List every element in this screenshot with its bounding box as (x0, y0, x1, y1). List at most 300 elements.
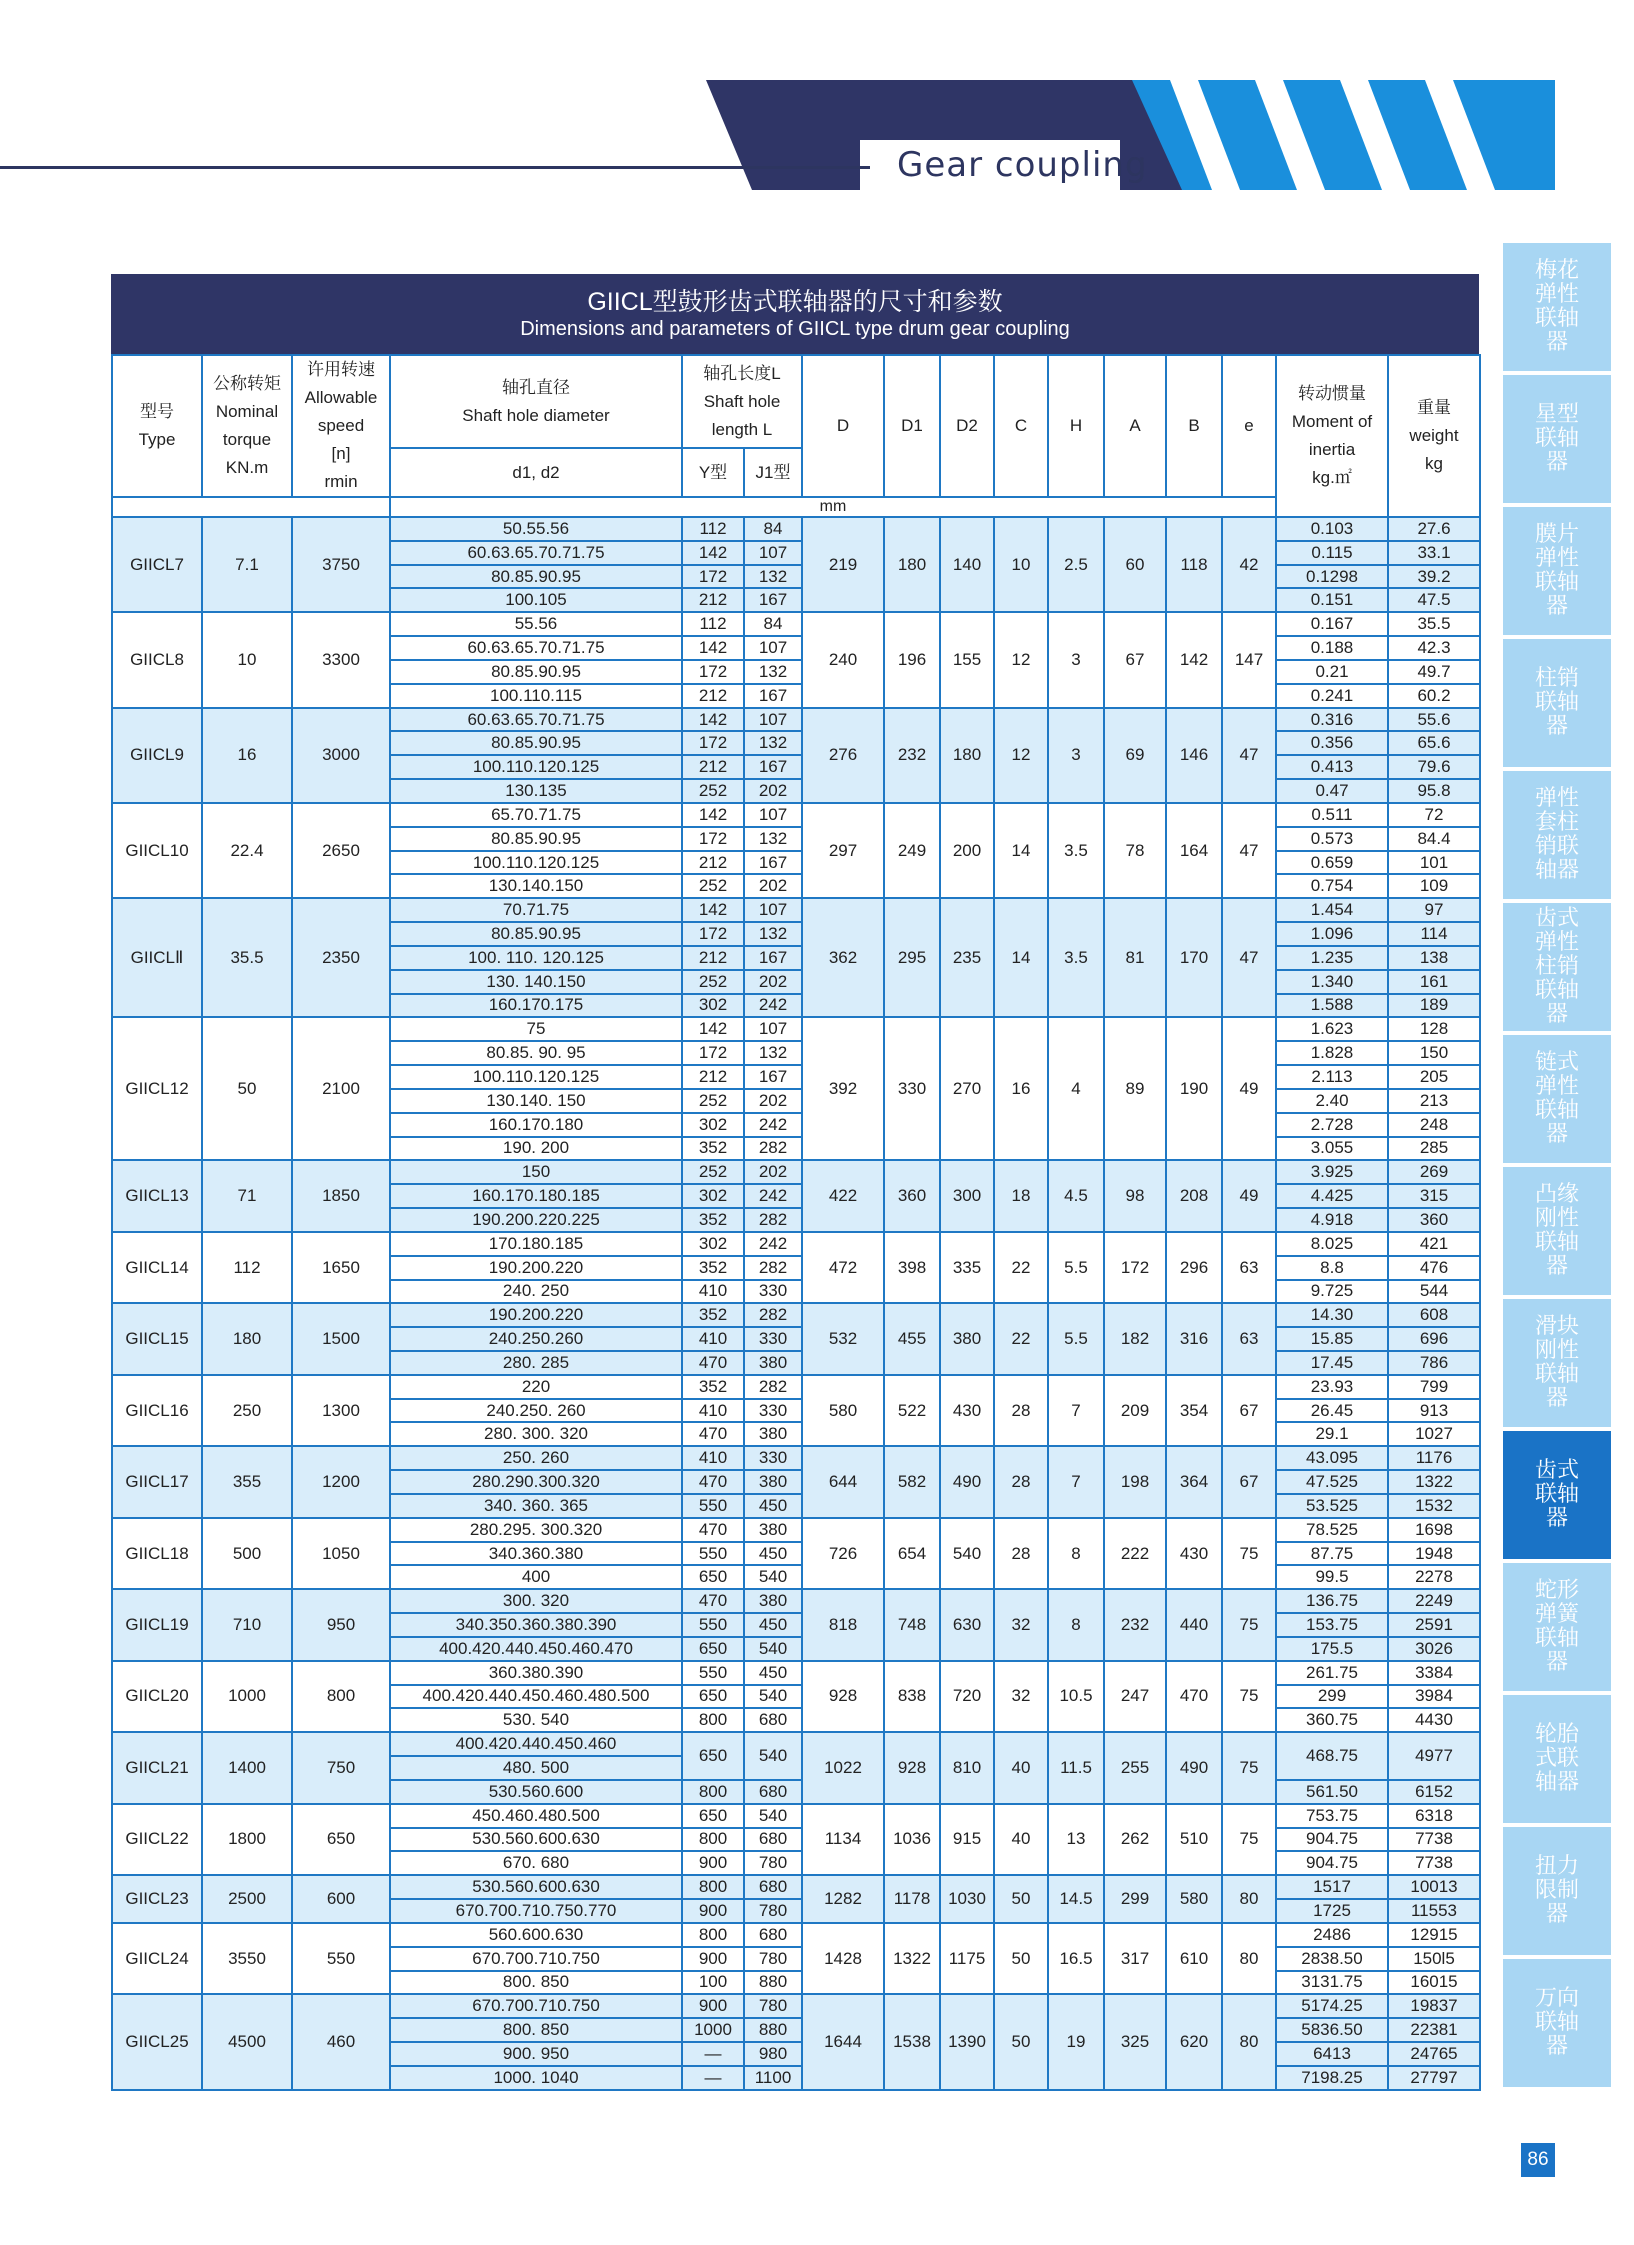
cell-y-length: 470 (682, 1518, 744, 1542)
cell-d2: 300 (940, 1160, 994, 1231)
sidebar-tab-label: 链式弹性联轴器 (1534, 1050, 1579, 1147)
cell-d: 276 (802, 708, 884, 803)
cell-d2: 540 (940, 1518, 994, 1589)
header-shaft-len-text: 轴孔长度L Shaft hole length L (703, 363, 781, 439)
cell-e: 42 (1222, 517, 1276, 612)
cell-inertia: 0.413 (1276, 755, 1388, 779)
cell-j1-length: 330 (744, 1327, 802, 1351)
cell-j1-length: 107 (744, 636, 802, 660)
cell-c: 50 (994, 1994, 1048, 2089)
cell-y-length: 650 (682, 1637, 744, 1661)
cell-bore-diameters: 80.85.90.95 (390, 565, 682, 589)
cell-j1-length: 380 (744, 1422, 802, 1446)
cell-y-length: 142 (682, 803, 744, 827)
cell-torque: 35.5 (202, 898, 292, 1017)
cell-j1-length: 880 (744, 1971, 802, 1995)
cell-j1-length: 1100 (744, 2066, 802, 2090)
cell-type: GIICL9 (112, 708, 202, 803)
cell-d2: 270 (940, 1017, 994, 1160)
header-speed-text: 许用转速 Allowable speed [n] rmin (304, 360, 378, 491)
cell-j1-length: 330 (744, 1446, 802, 1470)
cell-a: 222 (1104, 1518, 1166, 1589)
cell-weight: 49.7 (1388, 660, 1480, 684)
cell-inertia: 29.1 (1276, 1422, 1388, 1446)
cell-weight: 608 (1388, 1303, 1480, 1327)
cell-e: 47 (1222, 708, 1276, 803)
sidebar-tab[interactable] (1503, 243, 1611, 371)
cell-bore-diameters: 480. 500 (390, 1756, 682, 1780)
cell-y-length: 302 (682, 994, 744, 1018)
cell-inertia: 6413 (1276, 2042, 1388, 2066)
cell-j1-length: 680 (744, 1923, 802, 1947)
cell-bore-diameters: 900. 950 (390, 2042, 682, 2066)
page-number: 86 (1521, 2143, 1555, 2177)
cell-inertia: 7198.25 (1276, 2066, 1388, 2090)
cell-y-length: 212 (682, 684, 744, 708)
cell-weight: 913 (1388, 1399, 1480, 1423)
cell-weight: 3384 (1388, 1661, 1480, 1685)
cell-j1-length: 107 (744, 541, 802, 565)
cell-weight: 696 (1388, 1327, 1480, 1351)
cell-d2: 1390 (940, 1994, 994, 2089)
cell-weight: 27797 (1388, 2066, 1480, 2090)
table-row (112, 1875, 1480, 1899)
sidebar-tab-label: 弹性套柱销联轴器 (1534, 786, 1579, 883)
sidebar-tab[interactable] (1503, 1563, 1611, 1691)
cell-y-length: 1000 (682, 2018, 744, 2042)
sidebar-tab-label: 凸缘刚性联轴器 (1534, 1182, 1579, 1279)
cell-bore-diameters: 800. 850 (390, 1971, 682, 1995)
table-title-en: Dimensions and parameters of GIICL type drum gear coupling (520, 318, 1070, 340)
cell-type: GIICL8 (112, 612, 202, 707)
cell-a: 209 (1104, 1375, 1166, 1446)
cell-weight: 6318 (1388, 1804, 1480, 1828)
cell-d1: 249 (884, 803, 940, 898)
cell-d1: 582 (884, 1446, 940, 1517)
cell-d1: 748 (884, 1589, 940, 1660)
cell-y-length: 252 (682, 1160, 744, 1184)
cell-h: 2.5 (1048, 517, 1104, 612)
cell-bore-diameters: 50.55.56 (390, 517, 682, 541)
cell-b: 364 (1166, 1446, 1222, 1517)
cell-inertia: 5836.50 (1276, 2018, 1388, 2042)
cell-y-length: 550 (682, 1494, 744, 1518)
cell-y-length: 900 (682, 1899, 744, 1923)
cell-y-length: 550 (682, 1661, 744, 1685)
sidebar-tab[interactable] (1503, 1695, 1611, 1823)
cell-h: 3.5 (1048, 898, 1104, 1017)
cell-type: GIICL19 (112, 1589, 202, 1660)
header-shaft-dia (390, 355, 682, 448)
cell-c: 40 (994, 1732, 1048, 1803)
cell-y-length: 800 (682, 1780, 744, 1804)
header-shaft-len (682, 355, 802, 448)
cell-weight: 97 (1388, 898, 1480, 922)
cell-j1-length: 132 (744, 660, 802, 684)
cell-y-length: 252 (682, 874, 744, 898)
cell-weight: 27.6 (1388, 517, 1480, 541)
cell-j1-length: 107 (744, 803, 802, 827)
cell-d: 1428 (802, 1923, 884, 1994)
cell-e: 75 (1222, 1804, 1276, 1875)
cell-d2: 490 (940, 1446, 994, 1517)
cell-type: GIICL12 (112, 1017, 202, 1160)
cell-a: 262 (1104, 1804, 1166, 1875)
cell-j1-length: 380 (744, 1351, 802, 1375)
cell-inertia: 8.025 (1276, 1232, 1388, 1256)
cell-j1-length: 330 (744, 1280, 802, 1304)
cell-bore-diameters: 280. 285 (390, 1351, 682, 1375)
sidebar-tab[interactable] (1503, 1167, 1611, 1295)
cell-y-length: 302 (682, 1232, 744, 1256)
sidebar-tab-label: 星型联轴器 (1534, 402, 1579, 475)
header-unit: mm (390, 497, 1276, 517)
cell-torque: 4500 (202, 1994, 292, 2089)
cell-weight: 315 (1388, 1184, 1480, 1208)
cell-bore-diameters: 450.460.480.500 (390, 1804, 682, 1828)
cell-inertia: 0.115 (1276, 541, 1388, 565)
cell-h: 5.5 (1048, 1232, 1104, 1303)
cell-weight: 109 (1388, 874, 1480, 898)
cell-weight: 213 (1388, 1089, 1480, 1113)
cell-h: 7 (1048, 1446, 1104, 1517)
cell-y-length: 252 (682, 1089, 744, 1113)
cell-d1: 196 (884, 612, 940, 707)
cell-bore-diameters: 190.200.220 (390, 1256, 682, 1280)
cell-weight: 114 (1388, 922, 1480, 946)
cell-bore-diameters: 130.140. 150 (390, 1089, 682, 1113)
sidebar-tab[interactable] (1503, 1959, 1611, 2087)
cell-weight: 2591 (1388, 1613, 1480, 1637)
cell-j1-length: 450 (744, 1661, 802, 1685)
cell-h: 3 (1048, 612, 1104, 707)
cell-e: 47 (1222, 803, 1276, 898)
cell-j1-length: 540 (744, 1732, 802, 1780)
sidebar-tab[interactable] (1503, 507, 1611, 635)
header-type-text: 型号 Type (138, 402, 176, 449)
cell-a: 182 (1104, 1303, 1166, 1374)
cell-c: 22 (994, 1232, 1048, 1303)
table-row (112, 898, 1480, 922)
cell-bore-diameters: 530.560.600 (390, 1780, 682, 1804)
cell-inertia: 43.095 (1276, 1446, 1388, 1470)
cell-type: GIICL17 (112, 1446, 202, 1517)
cell-c: 50 (994, 1875, 1048, 1923)
sidebar-tab[interactable] (1503, 1431, 1611, 1559)
cell-d1: 1322 (884, 1923, 940, 1994)
cell-speed: 800 (292, 1661, 390, 1732)
cell-weight: 476 (1388, 1256, 1480, 1280)
cell-inertia: 23.93 (1276, 1375, 1388, 1399)
table-row (112, 1303, 1480, 1327)
spec-table-body (112, 517, 1480, 2090)
cell-b: 440 (1166, 1589, 1222, 1660)
header-y-type: Y型 (682, 448, 744, 497)
cell-c: 28 (994, 1446, 1048, 1517)
cell-torque: 50 (202, 1017, 292, 1160)
cell-weight: 72 (1388, 803, 1480, 827)
cell-inertia: 1.828 (1276, 1041, 1388, 1065)
cell-torque: 71 (202, 1160, 292, 1231)
cell-weight: 150 (1388, 1041, 1480, 1065)
cell-y-length: 410 (682, 1446, 744, 1470)
cell-bore-diameters: 190.200.220.225 (390, 1208, 682, 1232)
cell-inertia: 1517 (1276, 1875, 1388, 1899)
header-H: H (1048, 355, 1104, 497)
cell-e: 67 (1222, 1375, 1276, 1446)
cell-j1-length: 242 (744, 994, 802, 1018)
cell-c: 28 (994, 1518, 1048, 1589)
cell-bore-diameters: 1000. 1040 (390, 2066, 682, 2090)
sidebar-tab-label: 滑块刚性联轴器 (1534, 1314, 1579, 1411)
table-row (112, 1661, 1480, 1685)
cell-weight: 24765 (1388, 2042, 1480, 2066)
cell-inertia: 99.5 (1276, 1565, 1388, 1589)
cell-weight: 421 (1388, 1232, 1480, 1256)
cell-type: GIICL20 (112, 1661, 202, 1732)
cell-bore-diameters: 250. 260 (390, 1446, 682, 1470)
cell-weight: 138 (1388, 946, 1480, 970)
sidebar-tab[interactable] (1503, 639, 1611, 767)
cell-speed: 1850 (292, 1160, 390, 1231)
sidebar-tab[interactable] (1503, 903, 1611, 1031)
cell-j1-length: 167 (744, 588, 802, 612)
cell-inertia: 299 (1276, 1685, 1388, 1709)
cell-inertia: 0.167 (1276, 612, 1388, 636)
cell-d1: 522 (884, 1375, 940, 1446)
cell-y-length: 470 (682, 1589, 744, 1613)
table-row (112, 1994, 1480, 2018)
cell-d: 240 (802, 612, 884, 707)
cell-bore-diameters: 80.85. 90. 95 (390, 1041, 682, 1065)
cell-j1-length: 202 (744, 970, 802, 994)
sidebar-tab-label: 齿式弹性柱销联轴器 (1534, 906, 1579, 1027)
header-weight-text: 重量 weight kg (1409, 398, 1459, 473)
cell-inertia: 53.525 (1276, 1494, 1388, 1518)
cell-speed: 2350 (292, 898, 390, 1017)
cell-y-length: 410 (682, 1327, 744, 1351)
cell-weight: 35.5 (1388, 612, 1480, 636)
cell-type: GIICL16 (112, 1375, 202, 1446)
cell-weight: 799 (1388, 1375, 1480, 1399)
cell-a: 317 (1104, 1923, 1166, 1994)
cell-bore-diameters: 100.110.120.125 (390, 851, 682, 875)
cell-h: 5.5 (1048, 1303, 1104, 1374)
cell-a: 67 (1104, 612, 1166, 707)
sidebar-tab[interactable] (1503, 375, 1611, 503)
spec-table (111, 354, 1481, 2091)
cell-bore-diameters: 670.700.710.750 (390, 1947, 682, 1971)
cell-d: 928 (802, 1661, 884, 1732)
cell-j1-length: 132 (744, 731, 802, 755)
cell-weight: 1948 (1388, 1542, 1480, 1566)
header-torque-text: 公称转矩 Nominal torque KN.m (213, 374, 281, 477)
sidebar-tab[interactable] (1503, 1035, 1611, 1163)
cell-bore-diameters: 530. 540 (390, 1708, 682, 1732)
cell-bore-diameters: 670.700.710.750 (390, 1994, 682, 2018)
cell-inertia: 2838.50 (1276, 1947, 1388, 1971)
cell-type: GIICL7 (112, 517, 202, 612)
cell-j1-length: 202 (744, 874, 802, 898)
cell-inertia: 1.340 (1276, 970, 1388, 994)
cell-bore-diameters: 65.70.71.75 (390, 803, 682, 827)
cell-j1-length: 540 (744, 1804, 802, 1828)
cell-d: 219 (802, 517, 884, 612)
cell-e: 67 (1222, 1446, 1276, 1517)
cell-bore-diameters: 400.420.440.450.460.470 (390, 1637, 682, 1661)
section-title: Gear coupling (897, 145, 1148, 185)
cell-type: GIICL14 (112, 1232, 202, 1303)
cell-weight: 2278 (1388, 1565, 1480, 1589)
cell-weight: 1698 (1388, 1518, 1480, 1542)
cell-bore-diameters: 800. 850 (390, 2018, 682, 2042)
cell-weight: 79.6 (1388, 755, 1480, 779)
cell-d: 392 (802, 1017, 884, 1160)
cell-torque: 500 (202, 1518, 292, 1589)
cell-inertia: 9.725 (1276, 1280, 1388, 1304)
cell-weight: 128 (1388, 1017, 1480, 1041)
cell-weight: 55.6 (1388, 708, 1480, 732)
header-e: e (1222, 355, 1276, 497)
cell-y-length: 650 (682, 1685, 744, 1709)
cell-y-length: 900 (682, 1851, 744, 1875)
cell-inertia: 2.113 (1276, 1065, 1388, 1089)
cell-h: 11.5 (1048, 1732, 1104, 1803)
table-row (112, 1923, 1480, 1947)
cell-bore-diameters: 190.200.220 (390, 1303, 682, 1327)
cell-j1-length: 780 (744, 1851, 802, 1875)
cell-h: 10.5 (1048, 1661, 1104, 1732)
cell-y-length: 142 (682, 636, 744, 660)
cell-weight: 10013 (1388, 1875, 1480, 1899)
header-d1d2: d1, d2 (390, 448, 682, 497)
cell-speed: 3750 (292, 517, 390, 612)
sidebar-tab-label: 膜片弹性联轴器 (1534, 522, 1579, 619)
cell-inertia: 0.151 (1276, 588, 1388, 612)
cell-h: 14.5 (1048, 1875, 1104, 1923)
cell-j1-length: 540 (744, 1637, 802, 1661)
cell-y-length: 900 (682, 1994, 744, 2018)
cell-weight: 12915 (1388, 1923, 1480, 1947)
cell-j1-length: 167 (744, 946, 802, 970)
cell-j1-length: 680 (744, 1875, 802, 1899)
cell-c: 12 (994, 612, 1048, 707)
table-row (112, 1446, 1480, 1470)
cell-b: 118 (1166, 517, 1222, 612)
cell-h: 4.5 (1048, 1160, 1104, 1231)
cell-inertia: 1725 (1276, 1899, 1388, 1923)
cell-j1-length: 84 (744, 612, 802, 636)
cell-j1-length: 880 (744, 2018, 802, 2042)
cell-bore-diameters: 340.350.360.380.390 (390, 1613, 682, 1637)
table-title-bar (111, 274, 1479, 354)
table-row (112, 1232, 1480, 1256)
cell-bore-diameters: 170.180.185 (390, 1232, 682, 1256)
cell-weight: 248 (1388, 1113, 1480, 1137)
sidebar-tab[interactable] (1503, 771, 1611, 899)
cell-weight: 6152 (1388, 1780, 1480, 1804)
cell-type: GIICL18 (112, 1518, 202, 1589)
cell-e: 80 (1222, 1994, 1276, 2089)
cell-speed: 1500 (292, 1303, 390, 1374)
cell-inertia: 1.096 (1276, 922, 1388, 946)
cell-d1: 232 (884, 708, 940, 803)
cell-y-length: 800 (682, 1828, 744, 1852)
sidebar-tab[interactable] (1503, 1827, 1611, 1955)
sidebar-tab[interactable] (1503, 1299, 1611, 1427)
cell-y-length: 100 (682, 1971, 744, 1995)
cell-y-length: 800 (682, 1923, 744, 1947)
cell-d: 1022 (802, 1732, 884, 1803)
cell-d: 726 (802, 1518, 884, 1589)
cell-torque: 1400 (202, 1732, 292, 1803)
header-inertia-text: 转动惯量 Moment of inertia kg.㎡ (1291, 384, 1373, 487)
cell-b: 490 (1166, 1732, 1222, 1803)
cell-inertia: 904.75 (1276, 1851, 1388, 1875)
cell-weight: 360 (1388, 1208, 1480, 1232)
cell-b: 430 (1166, 1518, 1222, 1589)
cell-inertia: 360.75 (1276, 1708, 1388, 1732)
cell-j1-length: 202 (744, 1089, 802, 1113)
cell-h: 3 (1048, 708, 1104, 803)
cell-d2: 1030 (940, 1875, 994, 1923)
cell-inertia: 904.75 (1276, 1828, 1388, 1852)
cell-inertia: 1.235 (1276, 946, 1388, 970)
cell-weight: 269 (1388, 1160, 1480, 1184)
cell-type: GIICL15 (112, 1303, 202, 1374)
table-row (112, 1375, 1480, 1399)
cell-j1-length: 450 (744, 1613, 802, 1637)
cell-bore-diameters: 80.85.90.95 (390, 731, 682, 755)
cell-j1-length: 242 (744, 1113, 802, 1137)
cell-weight: 1027 (1388, 1422, 1480, 1446)
table-row (112, 1589, 1480, 1613)
header-blank (112, 497, 390, 517)
cell-a: 198 (1104, 1446, 1166, 1517)
category-sidebar (1503, 243, 1611, 2091)
cell-torque: 16 (202, 708, 292, 803)
cell-d2: 200 (940, 803, 994, 898)
header-speed (292, 355, 390, 497)
cell-j1-length: 780 (744, 1947, 802, 1971)
cell-bore-diameters: 130. 140.150 (390, 970, 682, 994)
cell-d2: 915 (940, 1804, 994, 1875)
sidebar-tab-label: 万向联轴器 (1534, 1986, 1579, 2059)
cell-weight: 786 (1388, 1351, 1480, 1375)
cell-bore-diameters: 220 (390, 1375, 682, 1399)
cell-weight: 150l5 (1388, 1947, 1480, 1971)
cell-bore-diameters: 75 (390, 1017, 682, 1041)
cell-c: 40 (994, 1804, 1048, 1875)
cell-inertia: 468.75 (1276, 1732, 1388, 1780)
cell-d2: 235 (940, 898, 994, 1017)
cell-d: 644 (802, 1446, 884, 1517)
cell-bore-diameters: 530.560.600.630 (390, 1875, 682, 1899)
cell-d2: 430 (940, 1375, 994, 1446)
cell-bore-diameters: 340.360.380 (390, 1542, 682, 1566)
cell-a: 78 (1104, 803, 1166, 898)
cell-bore-diameters: 60.63.65.70.71.75 (390, 708, 682, 732)
cell-j1-length: 380 (744, 1589, 802, 1613)
table-row (112, 1518, 1480, 1542)
cell-c: 10 (994, 517, 1048, 612)
cell-h: 19 (1048, 1994, 1104, 2089)
cell-y-length: — (682, 2042, 744, 2066)
cell-bore-diameters: 360.380.390 (390, 1661, 682, 1685)
cell-bore-diameters: 560.600.630 (390, 1923, 682, 1947)
cell-h: 8 (1048, 1518, 1104, 1589)
cell-bore-diameters: 190. 200 (390, 1137, 682, 1161)
